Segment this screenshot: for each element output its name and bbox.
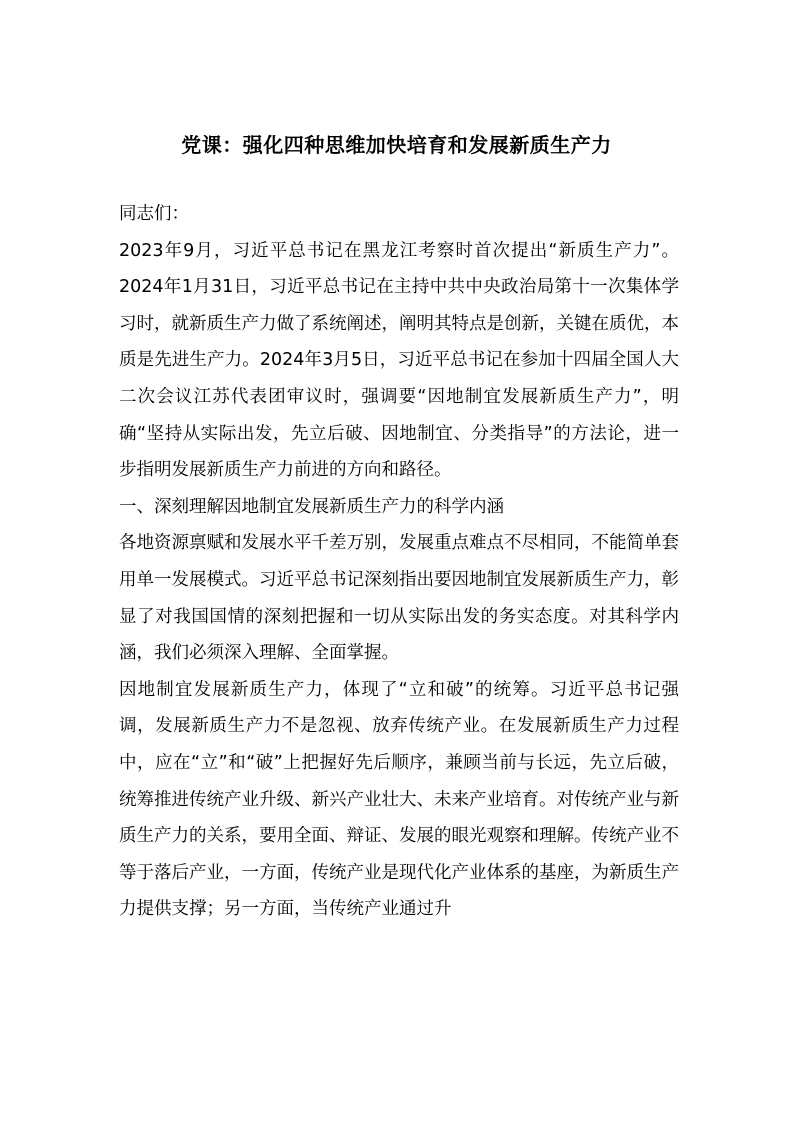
document-body xyxy=(119,196,679,928)
paragraph-intro: 2023年9月，习近平总书记在黑龙江考察时首次提出“新质生产力”。2024年1月31日，习近平总书记在主持中共中央政治局第十一次集体学习时，就新质生产力做了系统阐述，阐明其特点是创新，关键在质优，本质是先进生产力。2024年3月5日，习近平总书记在参加十四届全国人大二次会议江苏代表团审议时，强调要“因地制宜发展新质生产力”，明确“坚持从实际出发，先立后破、因地制宜、分类指导”的方法论，进一步指明发展新质生产力前进的方向和路径。 xyxy=(119,240,679,481)
salutation: 同志们： xyxy=(119,204,189,224)
section-heading: 一、深刻理解因地制宜发展新质生产力的科学内涵 xyxy=(119,496,504,517)
paragraph-resources: 各地资源禀赋和发展水平千差万别，发展重点难点不尽相同，不能简单套用单一发展模式。习近平总书记深刻指出要因地制宜发展新质生产力，彰显了对我国国情的深刻把握和一切从实际出发的务实态度。对其科学内涵，我们必须深入理解、全面掌握。 xyxy=(119,533,679,664)
paragraph-establish-break: 因地制宜发展新质生产力，体现了“立和破”的统筹。习近平总书记强调，发展新质生产力不是忽视、放弃传统产业。在发展新质生产力过程中，应在“立”和“破”上把握好先后顺序，兼顾当前与长远，先立后破，统筹推进传统产业升级、新兴产业壮大、未来产业培育。对传统产业与新质生产力的关系，要用全面、辩证、发展的眼光观察和理解。传统产业不等于落后产业，一方面，传统产业是现代化产业体系的基座，为新质生产力提供支撑；另一方面，当传统产业通过升 xyxy=(119,679,679,920)
document-title: 党课：强化四种思维加快培育和发展新质生产力 xyxy=(181,133,612,157)
